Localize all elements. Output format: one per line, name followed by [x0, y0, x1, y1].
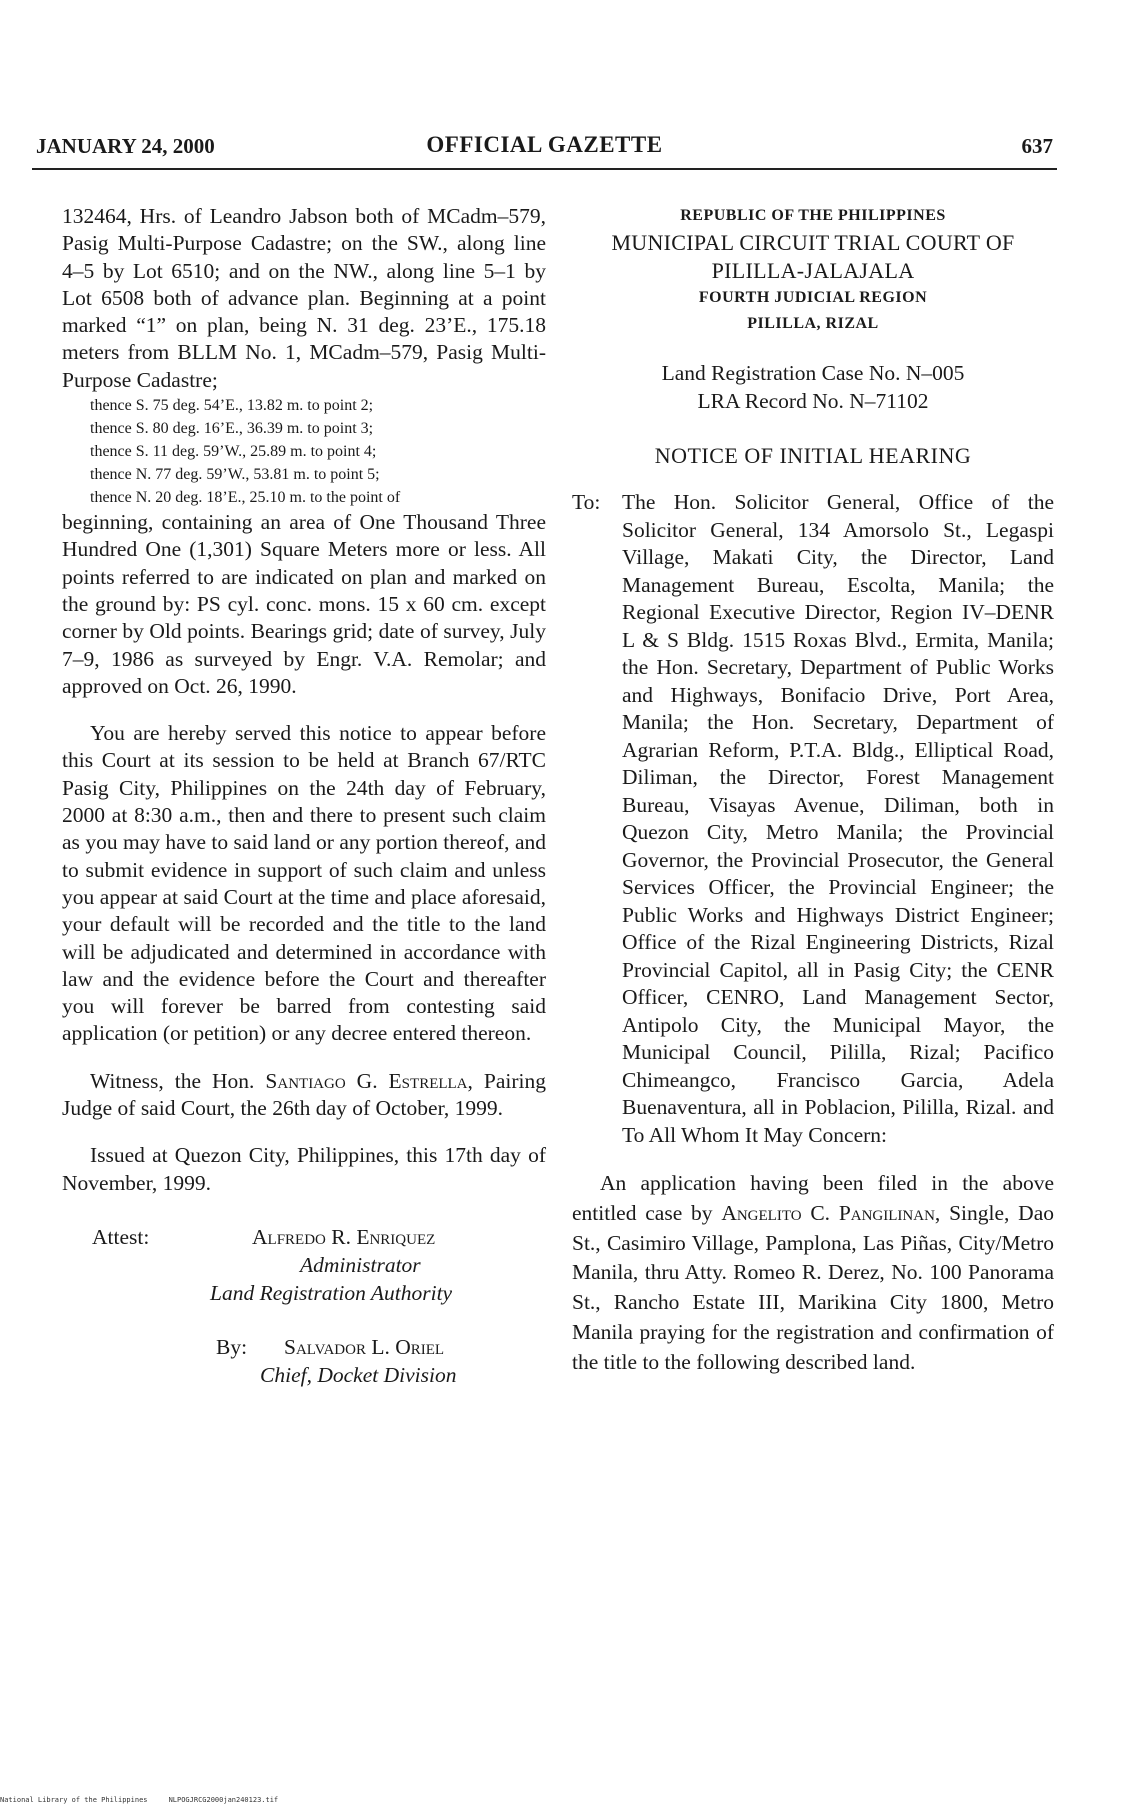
attest-org: Land Registration Authority	[210, 1280, 453, 1305]
page-header	[32, 128, 1057, 170]
attest-role: Administrator	[300, 1252, 421, 1277]
thence-line: thence S. 80 deg. 16’E., 36.39 m. to point 3;	[90, 420, 374, 438]
judge-name: Santiago G. Estrella	[265, 1068, 468, 1093]
applicant-name: Angelito C. Pangilinan	[721, 1200, 935, 1225]
by-label: By:	[216, 1334, 248, 1359]
notice-paragraph: You are hereby served this notice to appear before this Court at its session to be held at Branch 67/RTC Pasig City, Philippines on the 24th day of February, 2000 at 8:30 a.m., then and there to present such claim as you may have to said land or any portion thereof, and to submit evidence in support of such claim and unless you appear at said Court at the time and place aforesaid, your default will be recorded and the title to the land will be adjudicated and determined in accordance with law and the evidence before the Court and thereafter you will forever be barred from contesting said application (or petition) or any decree entered thereon.	[62, 721, 546, 1046]
thence-line: thence S. 11 deg. 59’W., 25.89 m. to point 4;	[90, 443, 377, 461]
to-label: To:	[572, 490, 601, 514]
issued-paragraph: Issued at Quezon City, Philippines, this 17th day of November, 1999.	[62, 1143, 546, 1195]
header-title: OFFICIAL GAZETTE	[426, 132, 663, 157]
thence-line: thence S. 75 deg. 54’E., 13.82 m. to point 2;	[90, 397, 374, 415]
application-paragraph: An application having been filed in the above entitled case by Angelito C. Pangilinan, Single, Dao St., Casimiro Village, Pamplona, Las Piñas, City/Metro Manila, thru Atty. Romeo R. Derez, No. 100 Panorama St., Rancho Estate III, Marikina City 1800, Metro Manila praying for the registration and confirmation of the title to the following described land.	[572, 1171, 1054, 1374]
page-number: 637	[1021, 134, 1053, 158]
land-description-paragraph: 132464, Hrs. of Leandro Jabson both of MCadm–579, Pasig Multi-Purpose Cadastre; on the SW., along line 4–5 by Lot 6510; and on the NW., along line 5–1 by Lot 6508 both of advance plan. Beginning at a point marked “1” on plan, being N. 31 deg. 23’E., 175.18 meters from BLLM No. 1, MCadm–579, Pasig Multi-Purpose Cadastre;	[62, 204, 546, 392]
thence-list	[62, 394, 546, 509]
by-role: Chief, Docket Division	[260, 1362, 457, 1387]
republic-heading: REPUBLIC OF THE PHILIPPINES	[680, 207, 946, 224]
court-name-line1: MUNICIPAL CIRCUIT TRIAL COURT OF	[611, 230, 1015, 255]
area-paragraph: beginning, containing an area of One Thousand Three Hundred One (1,301) Square Meters more or less. All points referred to are indicated on plan and marked on the ground by: PS cyl. conc. mons. 15 x 60 cm. except corner by Old points. Bearings grid; date of survey, July 7–9, 1986 as surveyed by Engr. V.A. Remolar; and approved on Oct. 26, 1990.	[62, 510, 546, 698]
attest-label: Attest:	[92, 1224, 150, 1249]
thence-line: thence N. 77 deg. 59’W., 53.81 m. to point 5;	[90, 466, 380, 484]
left-column	[62, 203, 546, 1395]
attest-name: Alfredo R. Enriquez	[252, 1224, 436, 1249]
notice-title: NOTICE OF INITIAL HEARING	[654, 443, 972, 468]
attest-block	[62, 1225, 546, 1395]
thence-line: thence N. 20 deg. 18’E., 25.10 m. to the point of	[90, 489, 401, 507]
by-name: Salvador L. Oriel	[284, 1334, 445, 1359]
court-place: PILILLA, RIZAL	[747, 315, 879, 332]
case-number: Land Registration Case No. N–005	[661, 361, 965, 385]
scan-footer: National Library of the Philippines NLPOGJRCG2000jan240123.tif	[0, 1796, 279, 1804]
judicial-region: FOURTH JUDICIAL REGION	[698, 289, 928, 306]
lra-record-number: LRA Record No. N–71102	[697, 389, 929, 413]
addressees-block	[572, 489, 1054, 1149]
court-name-line2: PILILLA-JALAJALA	[711, 258, 915, 283]
addressees-text: The Hon. Solicitor General, Office of the Solicitor General, 134 Amorsolo St., Legaspi Village, Makati City, the Director, Land Management Bureau, Escolta, Manila; the Regional Executive Director, Region IV–DENR L & S Bldg. 1515 Roxas Blvd., Ermita, Manila; the Hon. Secretary, Department of Public Works and Highways, Bonifacio Drive, Port Area, Manila; the Hon. Secretary, Department of Agrarian Reform, P.T.A. Bldg., Elliptical Road, Diliman, the Director, Forest Management Bureau, Visayas Avenue, Diliman, both in Quezon City, Metro Manila; the Provincial Governor, the Provincial Prosecutor, the General Services Officer, the Provincial Engineer; the Public Works and Highways District Engineer; Office of the Rizal Engineering Districts, Rizal Provincial Capitol, all in Pasig City; the CENR Officer, CENRO, Land Management Sector, Antipolo City, the Municipal Mayor, the Municipal Council, Pililla, Rizal; Pacifico Chimeangco, Francisco Garcia, Adela Buenaventura, all in Poblacion, Pililla, Rizal. and To All Whom It May Concern:	[622, 490, 1054, 1147]
right-column	[572, 203, 1054, 1378]
witness-paragraph: Witness, the Hon. Santiago G. Estrella, Pairing Judge of said Court, the 26th day of October, 1999.	[62, 1068, 546, 1121]
header-date: JANUARY 24, 2000	[36, 134, 215, 158]
